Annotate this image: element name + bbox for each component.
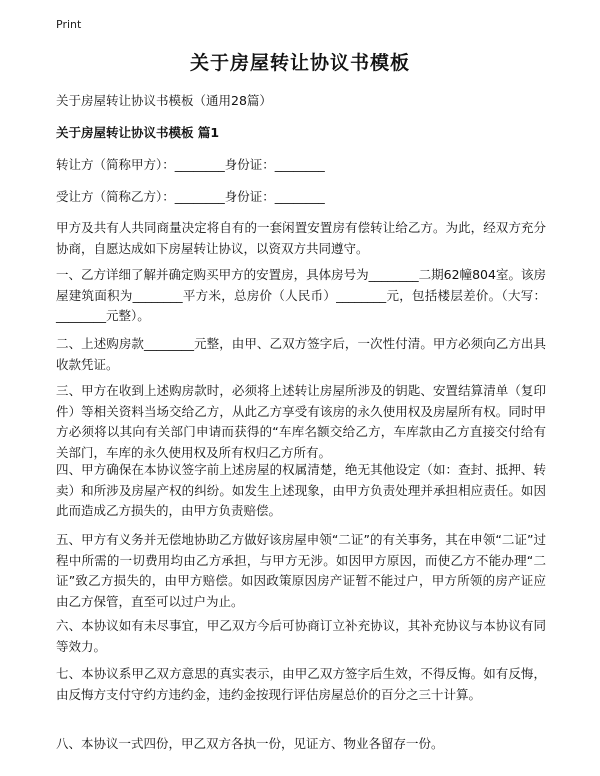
paragraph-4: 四、甲方确保在本协议签字前上述房屋的权属清楚，绝无其他设定（如：查封、抵押、转卖）和所涉及房屋产权的纠纷。如发生上述现象，由甲方负责处理并承担相应责任。如因此而造成乙方损失的，由甲方负责赔偿。 bbox=[56, 462, 546, 518]
paragraph-3: 三、甲方在收到上述购房款时，必须将上述转让房屋所涉及的钥匙、安置结算清单（复印件）等相关资料当场交给乙方，从此乙方享受有该房的永久使用权及房屋所有权。同时甲方必须将以其向有关部门申请而获得的“车库名额交给乙方，车库款由乙方直接交付给有关部门，车库的永久使用权及所有权归乙方所有。 bbox=[56, 383, 546, 460]
paragraph-8: 八、本协议一式四份，甲乙双方各执一份，见证方、物业各留存一份。 bbox=[56, 736, 444, 751]
paragraph-intro: 甲方及共有人共同商量决定将自有的一套闲置安置房有偿转让给乙方。为此，经双方充分协商，自愿达成如下房屋转让协议，以资双方共同遵守。 bbox=[56, 220, 546, 256]
transferor-line: 转让方（简称甲方）：________身份证：________ bbox=[56, 157, 325, 172]
paragraph-1: 一、乙方详细了解并确定购买甲方的安置房，具体房号为________二期62幢804室。该房屋建筑面积为________平方米，总房价（人民币）________元，包括楼层差价。（大写：________元整）。 bbox=[56, 267, 546, 323]
document-subtitle: 关于房屋转让协议书模板（通用28篇） bbox=[56, 93, 272, 108]
transferee-line: 受让方（简称乙方）：________身份证：________ bbox=[56, 189, 325, 204]
print-link[interactable]: Print bbox=[56, 18, 82, 31]
paragraph-7: 七、本协议系甲乙双方意思的真实表示，由甲乙双方签字后生效，不得反悔。如有反悔，由反悔方支付守约方违约金，违约金按现行评估房屋总价的百分之三十计算。 bbox=[56, 666, 546, 702]
section-heading: 关于房屋转让协议书模板 篇1 bbox=[56, 125, 220, 140]
paragraph-2: 二、上述购房款________元整，由甲、乙双方签字后，一次性付清。甲方必须向乙方出具收款凭证。 bbox=[56, 336, 546, 372]
paragraph-5: 五、甲方有义务并无偿地协助乙方做好该房屋申领“二证”的有关事务，其在申领“二证”过程中所需的一切费用均由乙方承担，与甲方无涉。如因甲方原因，而使乙方不能办理“二证”致乙方损失的，由甲方赔偿。如因政策原因房产证暂不能过户，甲方所领的房产证应由乙方保管，直至可以过户为止。 bbox=[56, 532, 546, 609]
document-title: 关于房屋转让协议书模板 bbox=[189, 52, 410, 74]
paragraph-6: 六、本协议如有未尽事宜，甲乙双方今后可协商订立补充协议，其补充协议与本协议有同等效力。 bbox=[56, 618, 546, 654]
